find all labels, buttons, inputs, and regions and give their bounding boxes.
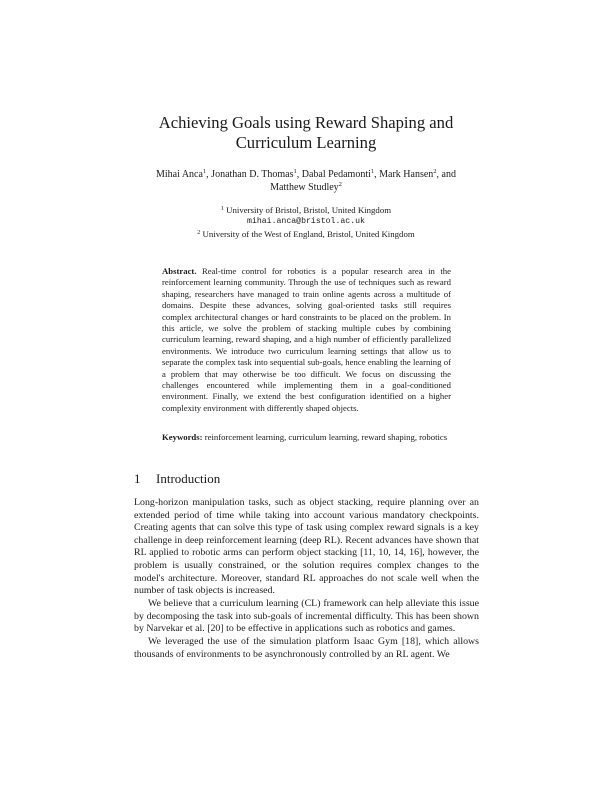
affiliation-item xyxy=(120,228,492,240)
affiliation-text: University of the West of England, Bristol, United Kingdom xyxy=(202,229,415,239)
section-heading xyxy=(134,471,479,487)
affiliation-number: 1 xyxy=(220,206,224,212)
keywords-text: reinforcement learning, curriculum learning, reward shaping, robotics xyxy=(204,432,448,442)
author-conjunction: and xyxy=(441,169,456,180)
keywords-label: Keywords: xyxy=(162,432,203,442)
author-list: Mihai Anca$^1$, Jonathan D. Thomas$^1$, Dabal Pedamonti$^1$, Mark Hansen$^2$, and Matthew Studley$^2$ xyxy=(155,168,456,193)
affiliation-number: 2 xyxy=(197,230,201,236)
section-number: 1 xyxy=(134,471,141,486)
author-name: Mark Hansen xyxy=(379,169,434,180)
abstract-text: Real-time control for robotics is a popular research area in the reinforcement learning community. Through the use of techniques such as reward shaping, researchers have managed to train online agents across a multitude of domains. Despite these advances, solving goal-oriented tasks still requires complex architectural changes or hard constraints to be placed on the problem. In this article, we solve the problem of stacking multiple cubes by combining curriculum learning, reward shaping, and a high number of efficiently parallelized environments. We introduce two curriculum learning settings that allow us to separate the complex task into sequential sub-goals, hence enabling the learning of a problem that may otherwise be too difficult. We focus on discussing the challenges encountered while implementing them in a goal-conditioned environment. Finally, we extend the best configuration identified on a higher complexity environment with differently shaped objects. xyxy=(162,266,452,413)
title-line-1: Achieving Goals using Reward Shaping and xyxy=(158,113,454,132)
author-name: Dabal Pedamonti xyxy=(301,169,371,180)
body-paragraph: We leveraged the use of the simulation platform Isaac Gym [18], which allows thousands of environments to be asynchronously controlled by an RL agent. We xyxy=(134,636,479,660)
section-title: Introduction xyxy=(156,471,221,486)
title-line-2: Curriculum Learning xyxy=(235,133,377,152)
keywords xyxy=(162,432,451,443)
contact-email: mihai.anca@bristol.ac.uk xyxy=(247,217,365,226)
author-name: Jonathan D. Thomas xyxy=(211,169,294,180)
abstract xyxy=(162,266,451,414)
affiliation-text: University of Bristol, Bristol, United Kingdom xyxy=(226,205,392,215)
affiliation-list xyxy=(120,204,492,240)
affiliation-item xyxy=(120,204,492,216)
author-affiliation-mark: 2 xyxy=(433,168,437,175)
abstract-label: Abstract. xyxy=(162,266,197,276)
paper-title xyxy=(120,113,492,153)
section-body xyxy=(134,497,479,662)
body-paragraph: We believe that a curriculum learning (CL) framework can help alleviate this issue by decomposing the task into sub-goals of incremental difficulty. This has been shown by Narvekar et al. [20] to be effective in applications such as robotics and games. xyxy=(134,598,479,635)
body-paragraph: Long-horizon manipulation tasks, such as object stacking, require planning over an extended period of time while taking into account various mandatory checkpoints. Creating agents that can solve this type of task using complex reward signals is a key challenge in deep reinforcement learning (deep RL). Recent advances have shown that RL applied to robotic arms can perform object stacking [11, 10, 14, 16], however, the problem is usually constrained, or the solution requires complex changes to the model's architecture. Moreover, standard RL approaches do not scale well when the number of task objects is increased. xyxy=(134,497,479,597)
author-affiliation-mark: 1 xyxy=(202,168,207,175)
author-affiliation-mark: 1 xyxy=(370,168,375,175)
author-name: Mihai Anca xyxy=(155,169,203,180)
author-affiliation-mark: 2 xyxy=(338,181,342,188)
author-name: Matthew Studley xyxy=(270,182,339,193)
author-affiliation-mark: 1 xyxy=(293,168,297,175)
